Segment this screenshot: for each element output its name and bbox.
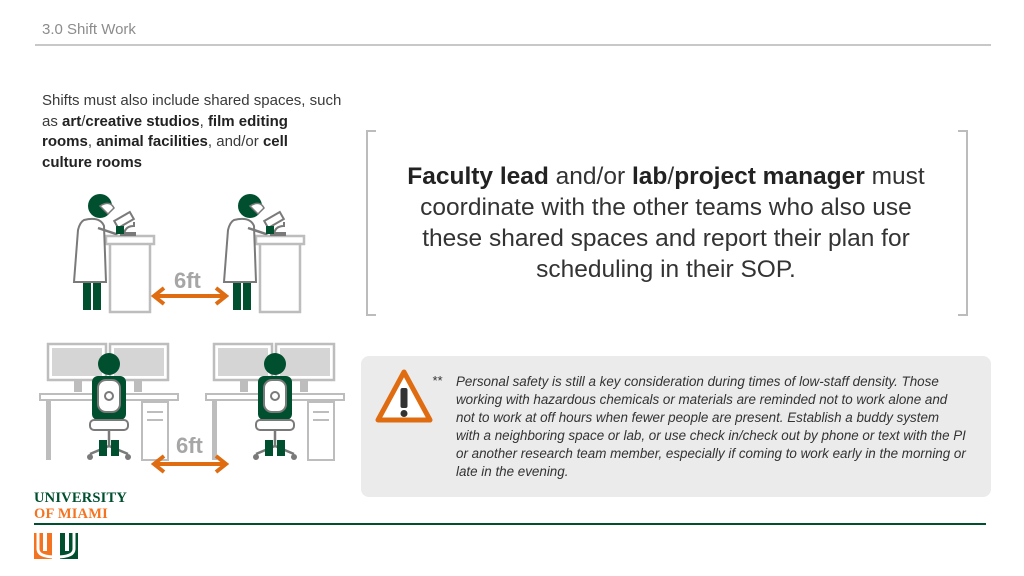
wordmark-line-2: OF MIAMI: [34, 506, 108, 522]
warning-triangle-icon: [375, 368, 433, 426]
lab-workers-illustration: [60, 186, 310, 316]
safety-notice-text: Personal safety is still a key consideration during times of low-staff density. Those working with hazardous chemicals or materials are reminded not to work alone and not to work at off hours when fewer people are present. Establish a buddy system with a neighboring space or lab, or use check in/check out by phone or text with the PI or another research team member, especially if coming to work early in the morning or late in the evening.: [456, 374, 966, 479]
distance-label-top: 6ft: [174, 268, 201, 293]
header-divider: [35, 44, 991, 46]
page-title: 3.0 Shift Work: [42, 21, 136, 38]
university-wordmark: [34, 490, 127, 522]
callout-bracket-left: [366, 130, 376, 316]
coordination-callout: Faculty lead and/or lab/project manager must coordinate with the other teams who also use these shared spaces and report their plan for scheduling in their SOP.: [407, 163, 925, 283]
intro-text: Shifts must also include shared spaces, such as art/creative studios, film editing rooms, animal facilities, and/or cell culture rooms: [42, 92, 342, 171]
notice-asterisks: **: [432, 373, 443, 388]
footer-divider: [34, 523, 986, 525]
u-logo-icon: [34, 531, 78, 559]
wordmark-line-1: UNIVERSITY: [34, 490, 128, 506]
callout-bracket-right: [958, 130, 968, 316]
distance-label-bottom: 6ft: [176, 433, 203, 458]
